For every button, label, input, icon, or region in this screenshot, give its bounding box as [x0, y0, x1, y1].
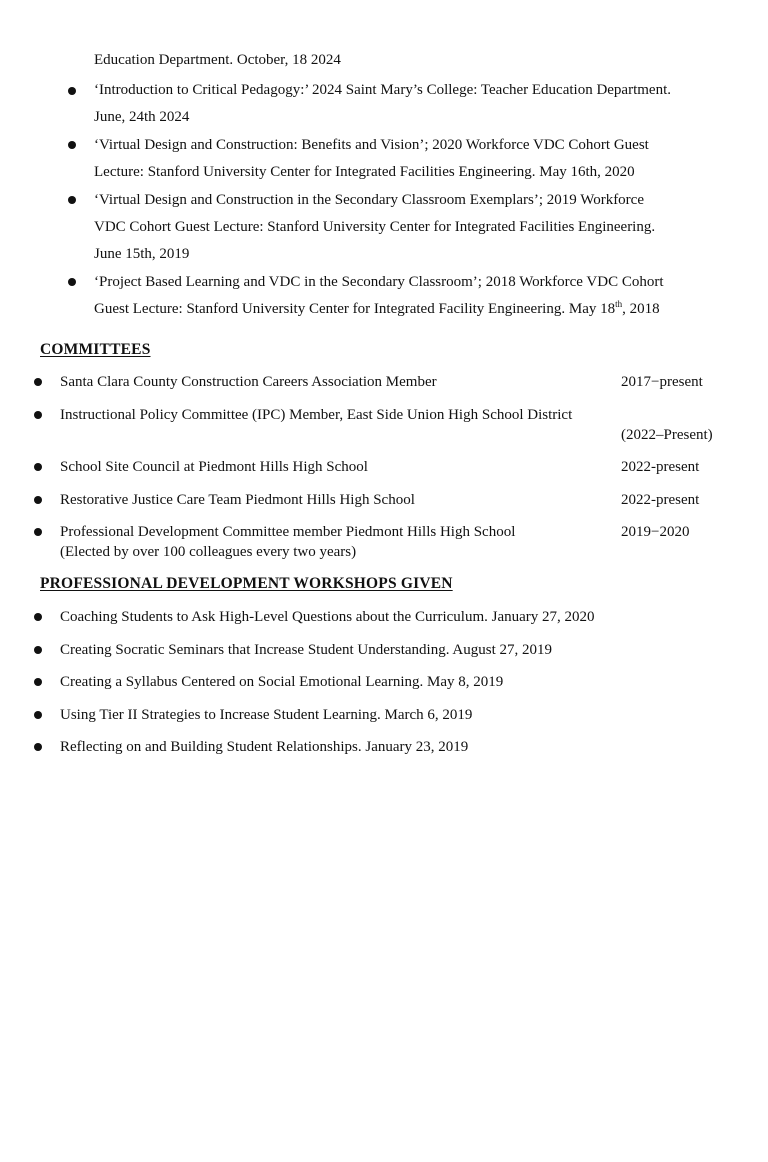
- bullet-icon: [68, 278, 76, 286]
- workshop-item: Reflecting on and Building Student Relationships. January 23, 2019: [60, 739, 469, 755]
- bullet-icon: [34, 463, 42, 471]
- bullet-icon: [68, 141, 76, 149]
- workshops-heading: PROFESSIONAL DEVELOPMENT WORKSHOPS GIVEN: [40, 575, 453, 592]
- workshop-item: Creating a Syllabus Centered on Social Emotional Learning. May 8, 2019: [60, 674, 504, 690]
- bullet-icon: [34, 613, 42, 621]
- lecture-3-line-1: ‘Virtual Design and Construction in the Secondary Classroom Exemplars’; 2019 Workforce: [94, 192, 644, 208]
- lecture-continuation: Education Department. October, 18 2024: [94, 52, 341, 68]
- lecture-4-line-1: ‘Project Based Learning and VDC in the Secondary Classroom’; 2018 Workforce VDC Cohort: [94, 274, 664, 290]
- committee-item-text: Santa Clara County Construction Careers Association Member: [60, 374, 437, 390]
- committee-item-date: 2019−2020: [621, 524, 690, 540]
- workshop-item: Creating Socratic Seminars that Increase Student Understanding. August 27, 2019: [60, 642, 552, 658]
- committee-item-text: Restorative Justice Care Team Piedmont Hills High School: [60, 492, 415, 508]
- lecture-4-line-2: [94, 299, 660, 319]
- committee-item-subtext: (Elected by over 100 colleagues every two years): [60, 544, 357, 560]
- bullet-icon: [34, 378, 42, 386]
- bullet-icon: [68, 87, 76, 95]
- lecture-3-line-2: VDC Cohort Guest Lecture: Stanford University Center for Integrated Facilities Engineering.: [94, 219, 656, 235]
- lecture-2-line-2: Lecture: Stanford University Center for Integrated Facilities Engineering. May 16th, 2020: [94, 164, 635, 180]
- committee-item-date: 2022-present: [621, 459, 700, 475]
- lecture-3-line-3: June 15th, 2019: [94, 246, 190, 262]
- lecture-1-line-1: ‘Introduction to Critical Pedagogy:’ 2024 Saint Mary’s College: Teacher Education Department.: [94, 82, 671, 98]
- bullet-icon: [34, 678, 42, 686]
- lecture-4-line-2-main: Guest Lecture: Stanford University Center for Integrated Facility Engineering. May 18: [94, 301, 616, 317]
- committee-item-text: Professional Development Committee member Piedmont Hills High School: [60, 524, 516, 540]
- lecture-4-line-2-end: , 2018: [622, 301, 660, 317]
- workshop-item: Coaching Students to Ask High-Level Questions about the Curriculum. January 27, 2020: [60, 609, 595, 625]
- committee-item-date: 2022-present: [621, 492, 700, 508]
- lecture-2-line-1: ‘Virtual Design and Construction: Benefits and Vision’; 2020 Workforce VDC Cohort Guest: [94, 137, 649, 153]
- lecture-4-line-2-superscript: th: [615, 299, 623, 309]
- bullet-icon: [68, 196, 76, 204]
- committee-item-date: 2017−present: [621, 374, 703, 390]
- committee-item-text: School Site Council at Piedmont Hills High School: [60, 459, 368, 475]
- lecture-1-line-2: June, 24th 2024: [94, 109, 190, 125]
- committee-item-date: (2022–Present): [621, 427, 713, 443]
- committees-heading: COMMITTEES: [40, 341, 151, 358]
- workshop-item: Using Tier II Strategies to Increase Student Learning. March 6, 2019: [60, 707, 473, 723]
- bullet-icon: [34, 528, 42, 536]
- bullet-icon: [34, 711, 42, 719]
- committee-item-text: Instructional Policy Committee (IPC) Member, East Side Union High School District: [60, 407, 573, 423]
- bullet-icon: [34, 743, 42, 751]
- bullet-icon: [34, 496, 42, 504]
- bullet-icon: [34, 411, 42, 419]
- bullet-icon: [34, 646, 42, 654]
